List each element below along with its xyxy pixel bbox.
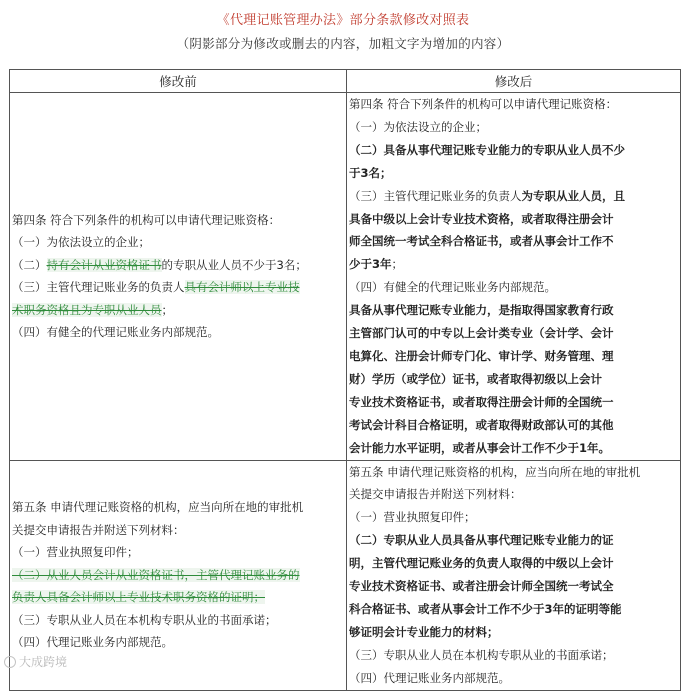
text-line: 第五条 申请代理记账资格的机构，应当向所在地的审批机	[12, 500, 304, 515]
added-text: 具备从事代理记账专业能力，是指取得国家教育行政	[349, 303, 614, 318]
text-line	[347, 185, 680, 208]
article-4-before-text	[10, 93, 346, 460]
added-text: 科合格证书、或者从事会计工作不少于3年的证明等能	[349, 601, 622, 616]
text-line: （四）有健全的代理记账业务内部规范。	[12, 325, 219, 340]
deleted-text: （二）从业人员会计从业资格证书，主管代理记账业务的	[12, 567, 300, 582]
text-line: （一）为依法设立的企业；	[12, 235, 150, 250]
text-line: （四）代理记账业务内部规范。	[349, 670, 510, 685]
text-line: （一）为依法设立的企业；	[349, 119, 487, 134]
added-text: （二）专职从业人员具备从事代理记账专业能力的证	[349, 533, 614, 548]
watermark-text: 大成跨境	[19, 655, 68, 669]
text-line: 关提交申请报告并附送下列材料：	[349, 487, 522, 502]
text-line	[10, 564, 346, 587]
added-text: 会计能力水平证明，或者从事会计工作不少于1年。	[349, 440, 610, 455]
column-header-after: 修改后	[347, 70, 681, 93]
text-segment: ；	[161, 302, 173, 317]
cell-article-5-after	[347, 460, 681, 690]
table-header-row	[10, 70, 681, 93]
article-5-after-text	[347, 461, 680, 690]
weibo-logo-icon	[4, 656, 16, 668]
added-text: 明，主管代理记账业务的负责人取得的中级以上会计	[349, 556, 614, 571]
page-title: 《代理记账管理办法》部分条款修改对照表	[216, 13, 470, 28]
added-text: 财）学历（或学位）证书，或者取得初级以上会计	[349, 371, 602, 386]
text-line: （一）营业执照复印件；	[12, 545, 139, 560]
cell-article-4-before	[10, 93, 347, 461]
added-text: 具备中级以上会计专业技术资格，或者取得注册会计	[349, 211, 614, 226]
comparison-table	[9, 69, 681, 691]
article-4-after-text	[347, 93, 680, 460]
text-line: 第四条 符合下列条件的机构可以申请代理记账资格：	[12, 212, 281, 227]
text-segment: 的专职从业人员不少于3名；	[161, 257, 307, 272]
added-text: 够证明会计专业能力的材料；	[349, 624, 499, 639]
text-line	[10, 586, 346, 609]
text-line: （四）有健全的代理记账业务内部规范。	[349, 280, 556, 295]
text-segment: （二）	[12, 257, 47, 272]
text-segment: ；	[391, 257, 404, 272]
text-segment: （三）主管代理记账业务的负责人	[12, 280, 185, 295]
added-text: 电算化、注册会计师专门化、审计学、财务管理、理	[349, 348, 614, 363]
added-text: 于3名；	[349, 165, 392, 180]
text-line: （三）专职从业人员在本机构专职从业的书面承诺；	[12, 612, 277, 627]
deleted-text: 持有会计从业资格证书	[46, 257, 162, 272]
added-text: （二）具备从事代理记账专业能力的专职从业人员不少	[349, 142, 625, 157]
text-line	[10, 276, 346, 299]
deleted-text: 术职务资格且为专职从业人员	[12, 302, 162, 317]
table-row-article-4	[10, 93, 681, 461]
added-text: 主管部门认可的中专以上会计类专业（会计学、会计	[349, 326, 614, 341]
column-header-before: 修改前	[10, 70, 347, 93]
added-text: 专业技术资格证书、或者注册会计师全国统一考试全	[349, 579, 614, 594]
text-line: （三）专职从业人员在本机构专职从业的书面承诺；	[349, 647, 614, 662]
cell-article-4-after	[347, 93, 681, 461]
watermark	[4, 653, 67, 670]
text-line	[347, 253, 680, 276]
deleted-text: 负责人具备会计师以上专业技术职务资格的证明；	[12, 590, 265, 605]
added-text: 考试会计科目合格证明，或者取得财政部认可的其他	[349, 417, 614, 432]
added-text: 专业技术资格证书，或者取得注册会计师的全国统一	[349, 394, 614, 409]
page-subtitle: （阴影部分为修改或删去的内容，加粗文字为增加的内容）	[176, 36, 510, 51]
added-text: 少于3年	[349, 257, 392, 272]
text-line	[10, 299, 346, 322]
deleted-text: 具有会计师以上专业技	[184, 280, 300, 295]
added-text: 为专职从业人员，且	[521, 188, 625, 203]
text-line: 第四条 符合下列条件的机构可以申请代理记账资格：	[349, 97, 618, 111]
text-line	[10, 254, 346, 277]
table-row-article-5	[10, 460, 681, 690]
text-line: （一）营业执照复印件；	[349, 510, 476, 525]
text-segment: （三）主管代理记账业务的负责人	[349, 188, 522, 203]
added-text: 师全国统一考试全科合格证书，或者从事会计工作不	[349, 234, 614, 249]
text-line: 关提交申请报告并附送下列材料：	[12, 522, 185, 537]
text-line: 第五条 申请代理记账资格的机构，应当向所在地的审批机	[349, 464, 641, 479]
text-line: （四）代理记账业务内部规范。	[12, 635, 173, 650]
